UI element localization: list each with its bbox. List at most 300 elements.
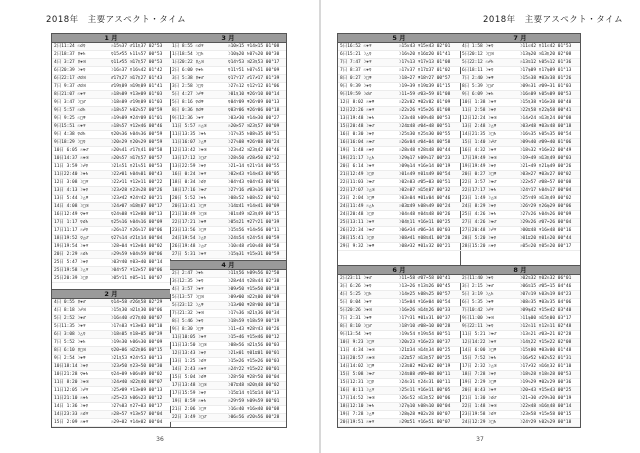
aspect-degrees-cell: ♂19♏09 ♃19♏09 01°41 [110,84,163,89]
aspect-degrees-cell: ☽08♐32 ♅01♉32 00°21 [398,244,451,249]
table-row [52,83,170,91]
table-row [338,235,460,243]
aspect-degrees-cell: ☽19♎30 ♄06♑30 00°09 [110,340,163,345]
table-row [338,99,460,107]
aspect-degrees-cell: ☉29♊51 ♆16♓51 00°07 [398,420,451,425]
aspect-time-cell: 21日 2:06 ☽□♆ [172,407,207,412]
aspect-degrees-cell: ☽28♒04 ♆12♓04 00°02 [110,244,163,249]
table-row [460,115,580,123]
aspect-time-cell: 25日19:58 ☽△♆ [54,268,89,273]
aspect-degrees-cell: ♀20♑36 ♄04♑36 00°59 [110,132,163,137]
table-row [460,363,580,371]
aspect-time-cell: 16日 4:32 ☽⚹♆ [462,148,497,153]
aspect-degrees-cell: ☽02♋32 ♀02♎32 06°01 [519,276,572,281]
aspect-degrees-cell: ☽23♐42 ♅24♈42 00°21 [110,196,163,201]
aspect-degrees-cell: ☽27♑08 ♅26♈08 00°24 [227,140,280,145]
aspect-time-cell: 16日 0:24 ☽⚹♆ [172,172,207,177]
page-number: 36 [156,436,164,443]
aspect-time-cell: 15日 2:09 ☉⚹♆ [54,420,89,425]
aspect-time-cell: 8日 5:46 ☽⚹♀ [172,319,204,324]
aspect-time-cell: 14日 1:36 ☽⚹♀ [54,404,89,409]
aspect-degrees-cell: ☽19♉54 ♀19♋54 00°51 [398,332,451,337]
aspect-degrees-cell: ☽19♒39 ♀19♊39 01°15 [398,84,451,89]
aspect-time-cell: 15日 5:08 ☽⚹♂ [340,372,375,377]
table-row [460,275,580,283]
table-row [170,67,286,75]
aspect-time-cell: 11日13:35 ☽⚹♄ [172,132,207,137]
aspect-time-cell: 15日12:31 ☽□♀ [340,380,375,385]
table-row [170,243,286,251]
table-row [170,163,286,171]
aspect-degrees-cell: ☽17♎03 ♆13♓03 00°10 [110,324,163,329]
aspect-time-cell: 10日21:28 ☿⚹♄ [54,372,89,377]
table-row [170,251,286,259]
aspect-time-cell: 27日 4:26 ☽⚹♂ [462,220,497,225]
aspect-time-cell: 26日22:34 ☽⚹♂ [340,228,375,233]
table-column [338,34,461,427]
aspect-time-cell: 7日 7:47 ☽⚹♆ [340,60,372,65]
table-row [52,219,170,227]
table-row [170,43,286,51]
aspect-degrees-cell: ☉18♑09 ♆13♓09 01°03 [110,92,163,97]
aspect-time-cell: 5日16:52 ☉⚹♆ [340,44,372,49]
aspect-degrees-cell: ☽21♊34 ♃14♏34 00°25 [398,348,451,353]
aspect-degrees-cell: ☽06♋15 ♂05♒15 04°46 [519,284,572,289]
month-header: 6 月 [338,266,460,275]
aspect-time-cell: 14日14:02 ☽□♅ [340,364,375,369]
page-title: 2018年 主要アスペクト・タイム [46,15,187,25]
aspect-time-cell: 22日17:17 ☽⚹♄ [462,188,497,193]
aspect-time-cell: 6日22:17 ♂☌♃ [54,76,86,81]
aspect-time-cell: 20日 5:52 ☽⚹♄ [172,196,207,201]
aspect-time-cell: 6日 3:08 ☽△♀ [54,332,86,337]
aspect-time-cell: 9日18:29 ☽□♀ [54,140,86,145]
aspect-degrees-cell: ☽27♑03 ♀27♒03 00°17 [110,404,163,409]
aspect-time-cell: 5日11:35 ☽⚹♆ [54,324,86,329]
aspect-time-cell: 3日12:35 ☽⚹♀ [172,279,204,284]
aspect-time-cell: 12日 3:08 ☽□♆ [54,180,89,185]
aspect-degrees-cell: ☉05♌20 ♀05♎20 00°17 [519,244,572,249]
table-row [170,59,286,67]
aspect-degrees-cell: ☽18♑32 ♆16♓32 00°49 [519,148,572,153]
table-row [170,147,286,155]
aspect-time-cell: 22日 1:48 ☽⚹♃ [462,404,497,409]
table-row [170,51,286,59]
aspect-time-cell: 25日13:11 ☽⚹♆ [340,220,375,225]
aspect-time-cell: 26日19:48 ☽△♂ [172,244,207,249]
month-block [460,34,580,265]
table-row [52,99,170,107]
aspect-degrees-cell: ☽16♑20 ♀16♊20 01°41 [398,52,451,57]
table-row [52,251,170,259]
aspect-degrees-cell: ☉29♒02 ♆14♓02 00°04 [110,420,163,425]
aspect-degrees-cell: ☽29♉26 ♂07♒26 00°04 [519,220,572,225]
aspect-time-cell: 19日 1:48 ☉⚹♀ [340,148,375,153]
table-row [338,403,460,411]
aspect-degrees-cell: ☽14♓25 ♄08♑25 00°57 [398,292,451,297]
aspect-time-cell: 9日19:59 ☽☌♂ [340,92,372,97]
table-row [170,286,286,294]
aspect-degrees-cell: ☿03♈06 ♅26♈06 00°18 [227,108,280,113]
table-row [52,363,170,371]
aspect-degrees-cell: ☽25♌11 ♆16♓11 00°05 [398,388,451,393]
aspect-time-cell: 11日21:10 ☉⚹♄ [54,396,89,401]
aspect-time-cell: 13日17:12 ☽□♂ [172,156,207,161]
aspect-degrees-cell: ☽28♐44 ♀28♉44 02°38 [227,279,280,284]
aspect-time-cell: 7日 2:31 ☽⚹♅ [340,316,372,321]
table-row [338,307,460,315]
table-row [460,355,580,363]
month-header: 3 月 [170,34,286,43]
table-row [338,131,460,139]
aspect-time-cell: 9日15:51 ☉⚹♆ [54,124,86,129]
aspect-time-cell: 5日13:57 ☽□♃ [172,295,204,300]
aspect-time-cell: 20日19:51 ☉⚹♆ [340,420,375,425]
aspect-time-cell: 22日17:21 ☽⚹♅ [172,220,207,225]
aspect-degrees-cell: ☽16♑35 ♄05♑35 00°54 [519,132,572,137]
month-block [170,34,286,260]
table-row [460,331,580,339]
aspect-degrees-cell: ☽23♐28 ♀23♑28 00°26 [110,188,163,193]
aspect-time-cell: 27日20:48 ☽☍♆ [462,228,497,233]
table-row [52,379,170,387]
aspect-degrees-cell: ☽17♑36 ♃21♏36 00°34 [227,311,280,316]
aspect-degrees-cell: ☉17♉37 ♀17♊37 01°02 [398,68,451,73]
aspect-time-cell: 15日 7:52 ☽⚹♄ [462,356,497,361]
aspect-time-cell: 5日23:12 ☽△♅ [172,303,204,308]
table-row [170,235,286,243]
aspect-time-cell: 18日 7:28 ☽⚹♀ [462,372,497,377]
aspect-time-cell: 14日21:35 ☽□♄ [462,132,497,137]
aspect-degrees-cell: ☽06♌56 ♂20♑56 00°28 [227,415,280,420]
month-block [52,289,170,427]
aspect-degrees-cell: ☽03♓27 ♅03♉27 00°02 [519,172,572,177]
table-row [52,323,170,331]
aspect-degrees-cell: ☽23♓58 ♆15♓58 00°15 [519,412,572,417]
aspect-time-cell: 20日 0:43 ☽⚹♆ [462,388,497,393]
aspect-time-cell: 21日10:49 ☽□♃ [172,212,207,217]
aspect-degrees-cell: ☽28♑50 ♂28♐50 02°32 [227,156,280,161]
aspect-time-cell: 9日11:00 ☽⚹♃ [462,316,494,321]
aspect-time-cell: 7日 8:37 ☉⚹♀ [340,68,372,73]
table-row [170,406,286,414]
aspect-time-cell: 7日 2:40 ☽⚹♅ [462,76,494,81]
aspect-time-cell: 4日 1:58 ☽⚹♀ [462,44,494,49]
aspect-degrees-cell: ☽20♉23 ♆16♓23 00°37 [398,340,451,345]
aspect-degrees-cell: ☽10♍20 ♄07♑20 00°30 [227,52,280,57]
table-row [460,403,580,411]
table-row [52,419,170,427]
aspect-degrees-cell: ☽18♒27 ♅18♈27 00°57 [398,76,451,81]
table-row [170,414,286,422]
aspect-time-cell: 24日12:29 ☽□♄ [462,420,497,425]
table-row [460,195,580,203]
aspect-degrees-cell: ☽09♑40 ♂09♒40 01°06 [519,140,572,145]
aspect-time-cell: 4日 3:27 ☿⚹♃ [54,60,86,65]
aspect-time-cell: 3日 5:38 ☿⚹♂ [172,76,204,81]
aspect-time-cell: 1日 8:55 ☉☌♆ [172,44,204,49]
aspect-degrees-cell: ☽24♋54 ♀24♈54 00°59 [227,236,280,241]
aspect-degrees-cell: ☽13♐00 ♅28♈00 00°10 [227,303,280,308]
table-row [170,382,286,390]
aspect-time-cell: 4日 5:25 ☽□♄ [340,292,372,297]
table-row [52,387,170,395]
aspect-time-cell: 3日 2:58 ☽□♀ [172,84,204,89]
aspect-time-cell: 24日 8:29 ☽⚹♀ [462,204,497,209]
aspect-time-cell: 24日20:48 ☽□♀ [340,212,375,217]
aspect-time-cell: 11日 8:20 ☽⚹♃ [54,380,89,385]
aspect-degrees-cell: ☽08♓56 ♃21♏56 00°03 [227,343,280,348]
aspect-degrees-cell: ☽19♑29 ♅02♉29 00°36 [519,380,572,385]
aspect-time-cell: 8日21:07 ☉⚹♆ [54,92,86,97]
table-row [52,179,170,187]
aspect-degrees-cell: ☉18♑57 ♆12♓46 00°46 [110,124,163,129]
table-row [170,227,286,235]
aspect-time-cell: 20日 6:14 ☽⚹♆ [340,164,375,169]
table-row [170,219,286,227]
aspect-time-cell: 25日 5:47 ☽⚹♀ [54,260,89,265]
aspect-degrees-cell: ☉29♑59 ♄04♑59 00°06 [110,252,163,257]
aspect-time-cell: 22日 3:49 ☽□♂ [172,415,207,420]
aspect-time-cell: 15日20:48 ☽⚹♂ [340,124,375,129]
aspect-degrees-cell: ☿17♈17 ♂17♐17 01°39 [227,76,280,81]
aspect-degrees-cell: ☉20♑57 ♃17♏57 00°57 [110,156,163,161]
table-row [52,259,170,267]
aspect-time-cell: 22日 3:57 ☽⚹♂ [462,180,497,185]
aspect-time-cell: 19日19:54 ☽⚹♆ [54,244,89,249]
table-row [170,318,286,326]
aspect-degrees-cell: ☽27♈16 ♂03♑16 00°11 [227,188,280,193]
aspect-time-cell: 9日13:54 ☽⚹♀ [340,332,372,337]
table-row [460,91,580,99]
aspect-time-cell: 12日13:43 ☽⚹♀ [172,351,207,356]
table-row [460,139,580,147]
aspect-time-cell: 24日19:54 ☽△♀ [172,236,207,241]
aspect-degrees-cell: ☽16♌40 ♆16♓40 00°08 [227,407,280,412]
aspect-degrees-cell: ☽04♈43 ♀04♈43 00°06 [227,180,280,185]
table-row [52,395,170,403]
table-row [460,131,580,139]
aspect-time-cell: 13日 2:48 ☽△♅ [462,124,497,129]
aspect-degrees-cell: ☽10♌48 ♂10♑48 00°58 [227,244,280,249]
aspect-time-cell: 19日19:49 ☽⚹♀ [462,164,497,169]
aspect-degrees-cell: ☽24♐40 ♃22♏40 00°07 [110,380,163,385]
table-row [460,99,580,107]
aspect-time-cell: 4日 3:57 ☽⚹♆ [172,287,204,292]
aspect-degrees-cell: ☽21♒49 ♀21♍49 00°26 [519,164,572,169]
aspect-time-cell: 11日10:05 ☽⚹♆ [172,335,207,340]
aspect-degrees-cell: ☽05♋21 ♅27♈21 00°39 [227,220,280,225]
aspect-time-cell: 5日 0:04 ☽⚹♆ [340,300,372,305]
table-row [338,59,460,67]
aspect-degrees-cell: ☉03♊49 ♄08♑49 00°24 [398,204,451,209]
aspect-degrees-cell: ☽15♊14 ♀15♊14 00°13 [227,391,280,396]
table-row [460,371,580,379]
aspect-time-cell: 27日 5:31 ☽⚹♆ [172,252,207,257]
aspect-degrees-cell: ☽24♊48 ♂04♒48 00°51 [398,124,451,129]
aspect-degrees-cell: ☽06♐34 ♂06♒34 00°03 [398,228,451,233]
aspect-time-cell: 28日15:41 ☽□♀ [340,236,375,241]
table-row [460,283,580,291]
table-row [460,171,580,179]
aspect-degrees-cell: ☽18♑28 ♀18♎28 00°53 [519,372,572,377]
table-row [338,155,460,163]
aspect-degrees-cell: ☿14♈53 ♃23♏53 00°17 [227,60,280,65]
aspect-degrees-cell: ☽09♍14 ♆16♓14 00°19 [398,164,451,169]
aspect-degrees-cell: ☉13♋12 ♄05♑12 01°36 [519,60,572,65]
aspect-degrees-cell: ☽23♐50 ♀23♒50 00°30 [110,364,163,369]
aspect-degrees-cell: ☽23♑42 ♃23♏42 00°46 [227,148,280,153]
aspect-time-cell: 2日11:24 ☉☌♀ [54,44,86,49]
table-row [170,302,286,310]
table-row [338,379,460,387]
table-row [170,99,286,107]
table-row [460,243,580,251]
table-row [460,387,580,395]
aspect-time-cell: 18日17:16 ☽⚹♂ [172,188,207,193]
aspect-degrees-cell: ☽15♓26 ♆15♓26 00°03 [227,359,280,364]
aspect-degrees-cell: ☽15♏30 ♃21♏30 00°06 [110,308,163,313]
table-row [52,203,170,211]
aspect-time-cell: 1日18:54 ☽□♄ [172,52,204,57]
aspect-time-cell: 18日19:52 ☿△♂ [54,236,89,241]
aspect-time-cell: 9日12:36 ☽⚹♆ [172,116,204,121]
table-row [338,115,460,123]
table-row [460,347,580,355]
aspect-degrees-cell: ☽28♈50 ♅28♈50 00°04 [227,375,280,380]
aspect-degrees-cell: ☽23♉48 ♄09♑48 00°53 [398,116,451,121]
aspect-time-cell: 13日19:48 ☽⚹♄ [340,116,375,121]
aspect-time-cell: 8日 6:10 ☿□♃ [54,348,86,353]
month-block [338,34,460,265]
month-block [170,260,286,427]
table-column [460,34,580,427]
table-row [338,243,460,251]
table-row [170,390,286,398]
month-block [52,34,170,289]
aspect-degrees-cell: ☽22♓57 ♂08♒57 00°08 [519,180,572,185]
table-row [338,411,460,419]
table-row [52,371,170,379]
aspect-time-cell: 17日19:49 ☽⚹♃ [462,156,497,161]
table-row [52,307,170,315]
table-row [460,51,580,59]
aspect-time-cell: 13日 4:13 ☽⚹♀ [54,188,89,193]
aspect-time-cell: 17日11:17 ☉☍♀ [54,228,89,233]
aspect-time-cell: 5日 2:52 ☽⚹♂ [54,316,86,321]
aspect-time-cell: 11日16:07 ☽△♅ [172,140,207,145]
aspect-time-cell: 11日22:40 ☽⚹♄ [54,172,89,177]
aspect-degrees-cell: ☽29♍17 ♄09♑17 00°23 [398,156,451,161]
table-row [52,147,170,155]
table-row [52,355,170,363]
month-header: 4 月 [170,261,286,270]
aspect-time-cell: 11日 3:59 ☽☍♀ [54,164,89,169]
table-row [170,342,286,350]
aspect-degrees-cell: ☽24♌31 ♀24♌31 00°11 [398,380,451,385]
aspect-time-cell: 7日21:32 ☽⚹♃ [172,311,204,316]
table-row [52,339,170,347]
aspect-time-cell: 11日 4:34 ☽⚹♃ [340,348,375,353]
table-row [170,366,286,374]
aspect-degrees-cell: ☽03♐48 ♅03♉48 00°18 [519,124,572,129]
aspect-time-cell: 14日 6:00 ☽□♅ [462,348,497,353]
aspect-degrees-cell: ☽21♒14 ♀21♈14 00°55 [227,164,280,169]
table-row [460,211,580,219]
table-row [460,299,580,307]
table-row [460,179,580,187]
aspect-time-cell: 20日13:41 ☽□♆ [172,204,207,209]
aspect-degrees-cell: ☽22♏58 ♀22♍58 00°41 [519,108,572,113]
aspect-degrees-cell: ☽04♏11 ♆16♓11 00°25 [398,220,451,225]
table-row [170,179,286,187]
aspect-time-cell: 11日13:50 ☽□♃ [172,343,207,348]
aspect-time-cell: 9日 4:38 ♀☌♄ [54,132,86,137]
aspect-time-cell: 13日20:57 ☉⚹♃ [340,356,375,361]
aspect-time-cell: 10日18:14 ☽⚹♀ [54,364,89,369]
table-row [52,163,170,171]
table-row [338,203,460,211]
aspect-time-cell: 5日 8:16 ♀☌♅ [172,100,204,105]
aspect-degrees-cell: ☽20♎29 ♀20♑29 00°59 [110,140,163,145]
aspect-time-cell: 24日11:49 ☉△♄ [340,204,375,209]
aspect-degrees-cell: ☿11♐55 ♃17♏57 00°53 [110,60,163,65]
aspect-degrees-cell: ☽01♊20 ♀01♎20 00°44 [519,236,572,241]
aspect-time-cell: 5日22:12 ☉☍♄ [462,60,494,65]
aspect-time-cell: 13日 5:44 ☽△♅ [54,196,89,201]
aspect-degrees-cell: ☽25♈49 ♃13♏49 00°02 [519,196,572,201]
aspect-degrees-cell: ☿27♑14 ♂21♏14 00°04 [110,236,163,241]
aspect-degrees-cell: ☽02♎03 ♂05♒03 00°51 [398,180,451,185]
table-row [52,67,170,75]
table-row [170,91,286,99]
table-row [170,131,286,139]
table-row [338,315,460,323]
aspect-degrees-cell: ☽22♓48 ♃16♏48 00°14 [519,404,572,409]
aspect-time-cell: 9日22:11 ☽⚹♀ [462,324,494,329]
aspect-time-cell: 25日20:39 ☽□♀ [54,276,89,281]
aspect-degrees-cell: ☽26♈29 ♀26♍29 00°06 [519,204,572,209]
aspect-time-cell: 8日 8:10 ☽□♂ [340,324,372,329]
table-row [338,179,460,187]
table-row [338,291,460,299]
aspect-time-cell: 9日 9:25 ☉□♅ [54,116,86,121]
table-row [460,315,580,323]
table-row [460,219,580,227]
table-row [52,267,170,275]
aspect-degrees-cell: ☉26♉04 ♂04♒04 00°58 [398,140,451,145]
table-row [52,211,170,219]
aspect-time-cell: 6日 5:35 ☽⚹♅ [462,300,494,305]
table-row [170,155,286,163]
table-row [460,235,580,243]
aspect-degrees-cell: ☽21♒30 ♂29♑30 00°19 [519,396,572,401]
table-row [460,203,580,211]
aspect-time-cell: 12日14:22 ☽⚹♆ [462,340,497,345]
aspect-degrees-cell: ☽05♈11 ♀05♒11 00°07 [110,276,163,281]
aspect-degrees-cell: ☽11♍00 ♃15♏00 03°17 [519,316,572,321]
aspect-degrees-cell: ☽08♌35 ♅03♉35 04°06 [519,300,572,305]
aspect-time-cell: 18日 0:34 ☽☌♀ [172,180,207,185]
aspect-degrees-cell: ☽16♎40 ♂27♏40 00°07 [110,316,163,321]
aspect-time-cell: 17日13:48 ☽□♃ [172,383,207,388]
table-row [460,419,580,427]
aspect-degrees-cell: ☽09♍42 ♆15♓42 03°40 [519,308,572,313]
table-row [170,334,286,342]
table-row [170,75,286,83]
table-row [338,195,460,203]
aspect-time-cell: 21日 1:30 ☽☌♂ [462,396,497,401]
